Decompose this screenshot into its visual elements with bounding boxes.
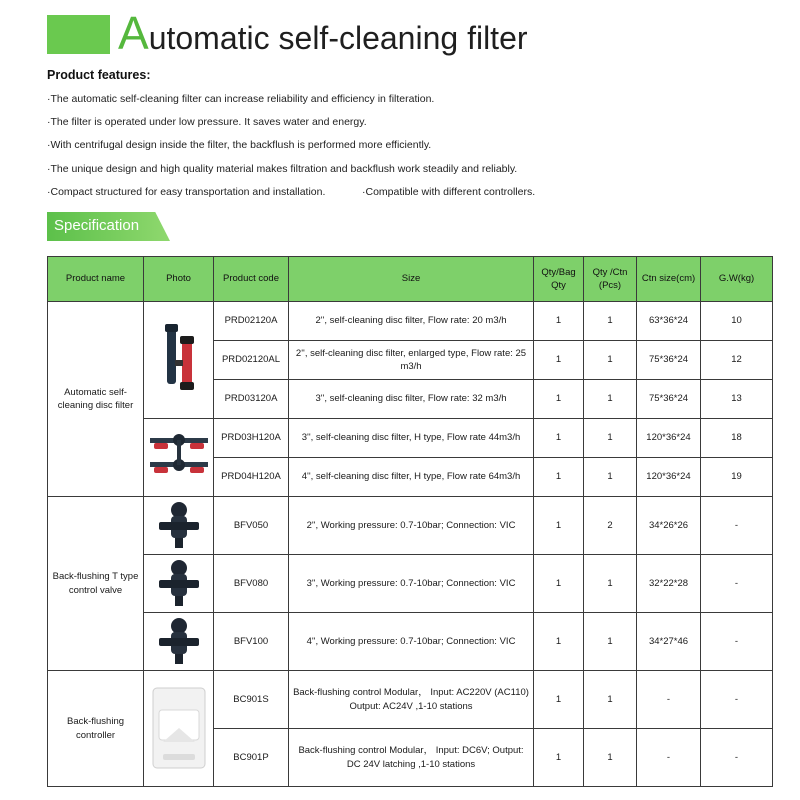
gw-cell: 19 <box>701 458 773 497</box>
gw-cell: 12 <box>701 341 773 380</box>
gw-cell: - <box>701 671 773 729</box>
gw-cell: - <box>701 497 773 555</box>
header-product-code: Product code <box>214 257 289 302</box>
table-header-row <box>48 257 773 302</box>
qty-ctn-cell: 1 <box>584 671 637 729</box>
ctn-size-cell: 34*26*26 <box>637 497 701 555</box>
product-code: PRD02120AL <box>214 341 289 380</box>
qty-bag-cell: 1 <box>534 341 584 380</box>
qty-bag-cell: 1 <box>534 729 584 787</box>
product-name-cell: Back-flushing T type control valve <box>48 497 144 671</box>
ctn-size-cell: 75*36*24 <box>637 341 701 380</box>
product-code: PRD04H120A <box>214 458 289 497</box>
product-code: BFV050 <box>214 497 289 555</box>
product-code: PRD03120A <box>214 380 289 419</box>
qty-bag-cell: 1 <box>534 497 584 555</box>
feature-item: ·Compatible with different controllers. <box>362 186 536 198</box>
size-cell: 3'', Working pressure: 0.7-10bar; Connection: VIC <box>289 555 534 613</box>
ctn-size-cell: 120*36*24 <box>637 419 701 458</box>
h-type-filter-image <box>146 428 212 488</box>
photo-cell <box>144 613 214 671</box>
header-gw: G.W(kg) <box>701 257 773 302</box>
valve-image <box>157 558 201 610</box>
photo-cell <box>144 671 214 787</box>
size-cell: 3'', self-cleaning disc filter, Flow rate: 32 m3/h <box>289 380 534 419</box>
size-cell: 4'', self-cleaning disc filter, H type, Flow rate 64m3/h <box>289 458 534 497</box>
valve-image <box>157 616 201 668</box>
gw-cell: 13 <box>701 380 773 419</box>
size-cell: 2'', self-cleaning disc filter, Flow rate: 20 m3/h <box>289 302 534 341</box>
product-name-cell: Back-flushing controller <box>48 671 144 787</box>
feature-item: ·With centrifugal design inside the filter, the backflush is performed more efficiently. <box>47 139 432 151</box>
qty-ctn-cell: 1 <box>584 380 637 419</box>
size-cell: Back-flushing control Modular， Input: AC220V (AC110) Output: AC24V ,1-10 stations <box>289 671 534 729</box>
page-title: Automatic self-cleaning filter <box>118 7 528 59</box>
photo-cell <box>144 497 214 555</box>
specification-table <box>47 256 773 787</box>
product-name-cell: Automatic self-cleaning disc filter <box>48 302 144 497</box>
qty-ctn-cell: 1 <box>584 302 637 341</box>
product-code: BFV100 <box>214 613 289 671</box>
qty-bag-cell: 1 <box>534 671 584 729</box>
disc-filter-image <box>149 320 209 400</box>
table-row <box>48 671 773 729</box>
controller-image <box>149 684 209 774</box>
photo-cell <box>144 419 214 497</box>
product-code: PRD02120A <box>214 302 289 341</box>
qty-ctn-cell: 1 <box>584 341 637 380</box>
feature-item: ·The filter is operated under low pressure. It saves water and energy. <box>47 116 367 128</box>
photo-cell <box>144 302 214 419</box>
ctn-size-cell: 34*27*46 <box>637 613 701 671</box>
size-cell: 4'', Working pressure: 0.7-10bar; Connection: VIC <box>289 613 534 671</box>
ctn-size-cell: 63*36*24 <box>637 302 701 341</box>
title-green-block <box>47 15 110 54</box>
gw-cell: - <box>701 729 773 787</box>
table-row <box>48 613 773 671</box>
qty-ctn-cell: 1 <box>584 419 637 458</box>
features-heading: Product features: <box>47 68 151 82</box>
gw-cell: 18 <box>701 419 773 458</box>
qty-ctn-cell: 2 <box>584 497 637 555</box>
gw-cell: - <box>701 555 773 613</box>
product-code: BFV080 <box>214 555 289 613</box>
product-code: BC901P <box>214 729 289 787</box>
qty-bag-cell: 1 <box>534 613 584 671</box>
qty-bag-cell: 1 <box>534 458 584 497</box>
ctn-size-cell: - <box>637 729 701 787</box>
qty-bag-cell: 1 <box>534 419 584 458</box>
feature-item: ·The unique design and high quality material makes filtration and backflush work steadily and reliably. <box>47 163 518 175</box>
photo-cell <box>144 555 214 613</box>
gw-cell: 10 <box>701 302 773 341</box>
feature-item: ·The automatic self-cleaning filter can increase reliability and efficiency in filteration. <box>47 93 435 105</box>
header-ctn-size: Ctn size(cm) <box>637 257 701 302</box>
qty-ctn-cell: 1 <box>584 729 637 787</box>
header-qty-ctn: Qty /Ctn (Pcs) <box>584 257 637 302</box>
ctn-size-cell: 32*22*28 <box>637 555 701 613</box>
valve-image <box>157 500 201 552</box>
ctn-size-cell: - <box>637 671 701 729</box>
header-product-name: Product name <box>48 257 144 302</box>
qty-ctn-cell: 1 <box>584 555 637 613</box>
qty-bag-cell: 1 <box>534 555 584 613</box>
size-cell: 3'', self-cleaning disc filter, H type, Flow rate 44m3/h <box>289 419 534 458</box>
gw-cell: - <box>701 613 773 671</box>
size-cell: 2'', Working pressure: 0.7-10bar; Connection: VIC <box>289 497 534 555</box>
ctn-size-cell: 120*36*24 <box>637 458 701 497</box>
qty-bag-cell: 1 <box>534 380 584 419</box>
header-qty-bag: Qty/Bag Qty <box>534 257 584 302</box>
ctn-size-cell: 75*36*24 <box>637 380 701 419</box>
qty-bag-cell: 1 <box>534 302 584 341</box>
header-photo: Photo <box>144 257 214 302</box>
product-code: BC901S <box>214 671 289 729</box>
table-row <box>48 419 773 458</box>
specification-label: Specification <box>54 217 140 234</box>
size-cell: 2'', self-cleaning disc filter, enlarged type, Flow rate: 25 m3/h <box>289 341 534 380</box>
product-code: PRD03H120A <box>214 419 289 458</box>
qty-ctn-cell: 1 <box>584 613 637 671</box>
size-cell: Back-flushing control Modular， Input: DC6V; Output: DC 24V latching ,1-10 stations <box>289 729 534 787</box>
table-row <box>48 555 773 613</box>
feature-item: ·Compact structured for easy transportation and installation. <box>47 186 326 198</box>
table-row <box>48 302 773 341</box>
qty-ctn-cell: 1 <box>584 458 637 497</box>
table-row <box>48 497 773 555</box>
header-size: Size <box>289 257 534 302</box>
